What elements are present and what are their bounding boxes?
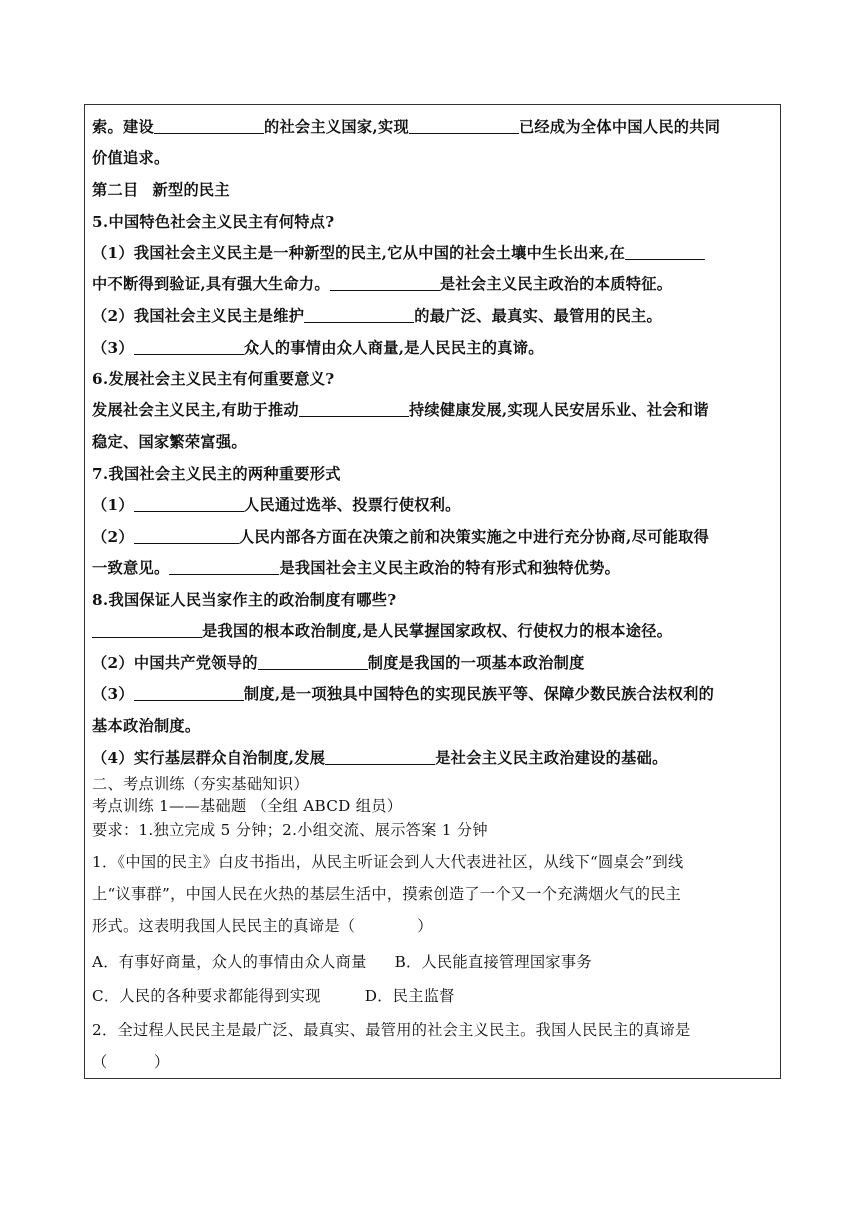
text-line: （2）我国社会主义民主是维护 的最广泛、最真实、最管用的民主。 [92, 307, 663, 325]
text-line: 索。建设 的社会主义国家,实现 已经成为全体中国人民的共同 [92, 118, 721, 136]
question-1-text: 1．《中国的民主》白皮书指出，从民主听证会到人大代表进社区，从线下“圆桌会”到线 [92, 853, 684, 871]
fill-blank[interactable] [330, 275, 440, 291]
text-line: 基本政治制度。 [92, 717, 201, 735]
text-line: 是我国的根本政治制度,是人民掌握国家政权、行使权力的根本途径。 [92, 621, 672, 641]
text-line: （1）我国社会主义民主是一种新型的民主,它从中国的社会土壤中生长出来,在 [92, 243, 705, 263]
option-a[interactable]: A．有事好商量，众人的事情由众人商量 [92, 953, 367, 971]
text-line: （3） 众人的事情由众人商量,是人民民主的真谛。 [92, 339, 544, 357]
section-heading: 二、考点训练（夯实基础知识） [92, 775, 309, 793]
fill-blank[interactable] [169, 559, 279, 575]
option-d[interactable]: D．民主监督 [364, 987, 455, 1005]
text-line: 稳定、国家繁荣富强。 [92, 433, 247, 451]
question-heading: 8.我国保证人民当家作主的政治制度有哪些? [92, 591, 397, 609]
question-1-text: 形式。这表明我国人民民主的真谛是（ ） [92, 917, 433, 935]
text-line: （2）中国共产党领导的 制度是我国的一项基本政治制度 [92, 654, 585, 672]
fill-blank[interactable] [134, 339, 244, 355]
fill-blank[interactable] [325, 749, 435, 765]
option-b[interactable]: B．人民能直接管理国家事务 [394, 953, 592, 971]
question-heading: 5.中国特色社会主义民主有何特点? [92, 213, 335, 231]
question-2-text: 2．全过程人民民主是最广泛、最真实、最管用的社会主义民主。我国人民民主的真谛是 [92, 1021, 691, 1039]
fill-blank[interactable] [154, 118, 264, 134]
text-line: 发展社会主义民主,有助于推动 持续健康发展,实现人民安居乐业、社会和谐 [92, 401, 709, 419]
answer-option-row [92, 952, 592, 972]
fill-blank[interactable] [409, 118, 519, 134]
fill-blank[interactable] [134, 528, 239, 544]
fill-blank[interactable] [134, 496, 244, 512]
subsection-heading: 考点训练 1——基础题 （全组 ABCD 组员） [92, 797, 403, 815]
text-line: （3） 制度,是一项独具中国特色的实现民族平等、保障少数民族合法权利的 [92, 685, 715, 703]
fill-blank[interactable] [304, 307, 414, 323]
text-line: （4）实行基层群众自治制度,发展 是社会主义民主政治建设的基础。 [92, 749, 668, 767]
text-line: 中不断得到验证,具有强大生命力。 是社会主义民主政治的本质特征。 [92, 275, 673, 293]
question-2-text: （ ） [92, 1053, 170, 1071]
section-heading: 第二目 新型的民主 [92, 181, 230, 199]
text-line: （1） 人民通过选举、投票行使权利。 [92, 496, 461, 514]
fill-blank[interactable] [299, 401, 409, 417]
fill-blank[interactable] [92, 622, 202, 638]
question-1-text: 上“议事群”，中国人民在火热的基层生活中，摸索创造了一个又一个充满烟火气的民主 [92, 885, 682, 903]
fill-blank[interactable] [134, 685, 244, 701]
requirement-text: 要求：1.独立完成 5 分钟；2.小组交流、展示答案 1 分钟 [92, 821, 488, 839]
answer-option-row [92, 986, 455, 1006]
text-line: 价值追求。 [92, 149, 170, 167]
text-line: （2） 人民内部各方面在决策之前和决策实施之中进行充分协商,尽可能取得 [92, 528, 710, 546]
question-heading: 7.我国社会主义民主的两种重要形式 [92, 465, 341, 483]
question-heading: 6.发展社会主义民主有何重要意义? [92, 370, 335, 388]
fill-blank[interactable] [625, 244, 705, 260]
option-c[interactable]: C．人民的各种要求都能得到实现 [92, 987, 321, 1005]
text-line: 一致意见。 是我国社会主义民主政治的特有形式和独特优势。 [92, 559, 621, 577]
fill-blank[interactable] [258, 654, 368, 670]
